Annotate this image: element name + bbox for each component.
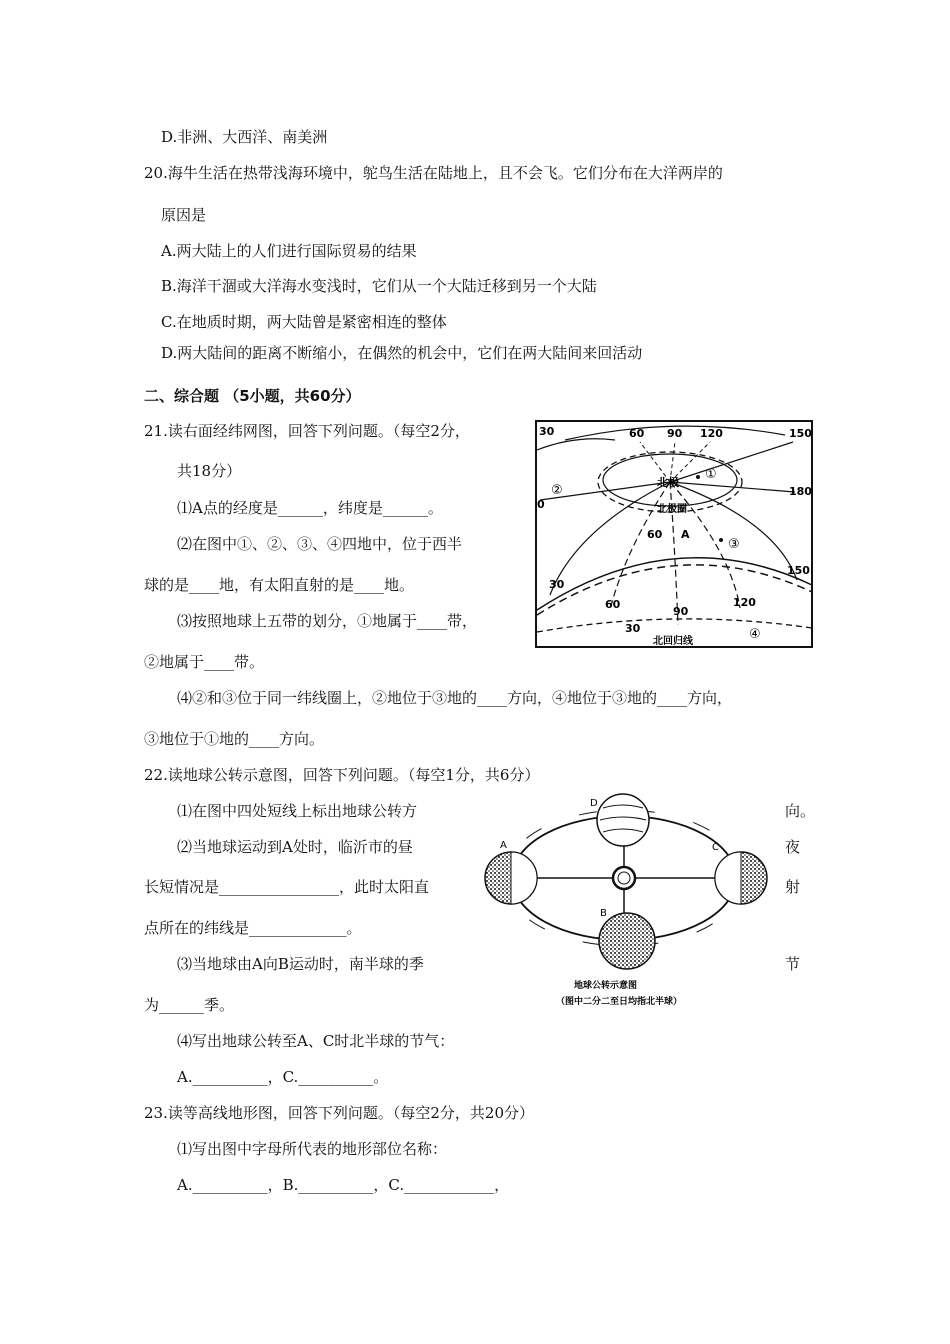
lower-lon-120: 120 — [733, 596, 756, 609]
lat-30-label: 30 — [625, 622, 641, 635]
lon-label-120: 120 — [700, 427, 723, 440]
mark-4: ④ — [749, 627, 761, 642]
q20-stem-line1: 20.海牛生活在热带浅海环境中，鸵鸟生活在陆地上，且不会飞。它们分布在大洋两岸的 — [144, 164, 723, 182]
section-title: 二、综合题 （5小题，共60分） — [144, 387, 361, 405]
earth-d — [597, 794, 649, 846]
q21-part2-line2: 球的是____地，有太阳直射的是____地。 — [144, 576, 415, 594]
q20-stem-line2: 原因是 — [161, 206, 207, 224]
q23-part1: ⑴写出图中字母所代表的地形部位名称： — [177, 1140, 448, 1158]
q22-part2-right: 夜 — [785, 838, 801, 856]
q22-part2-left: ⑵当地球运动到A处时，临沂市的昼 — [177, 838, 413, 856]
mark-1: ① — [705, 467, 717, 482]
q21-stem-line2: 共18分） — [177, 462, 242, 480]
q22-stem: 22.读地球公转示意图，回答下列问题。（每空1分，共6分） — [144, 766, 540, 784]
point-a-label: A — [681, 528, 690, 541]
q20-option-b: B.海洋干涸或大洋海水变浅时，它们从一个大陆迁移到另一个大陆 — [161, 277, 597, 295]
earth-a — [485, 852, 537, 904]
q22-part2b-left: 长短情况是________________，此时太阳直 — [144, 878, 430, 896]
lower-lon-30: 30 — [549, 578, 565, 591]
label-b: B — [600, 908, 607, 919]
q21-stem-line1: 21.读右面经纬网图，回答下列问题。（每空2分， — [144, 422, 470, 440]
revolution-diagram — [478, 788, 778, 1014]
q22-part4: ⑷写出地球公转至A、C时北半球的节气： — [177, 1032, 455, 1050]
q21-part4-line2: ③地位于①地的____方向。 — [144, 730, 325, 748]
lon-label-90: 90 — [667, 427, 683, 440]
q22-part3b: 为______季。 — [144, 996, 235, 1014]
diagram-title: 地球公转示意图 — [574, 981, 638, 991]
q22-part4b: A.__________，C.__________。 — [177, 1068, 389, 1086]
tropic-label: 北回归线 — [653, 636, 693, 647]
diagram-caption: （图中二分二至日均指北半球） — [556, 997, 683, 1007]
lower-lon-150: 150 — [787, 564, 810, 577]
earth-b — [599, 913, 655, 969]
label-a: A — [500, 840, 507, 851]
q20-option-d: D.两大陆间的距离不断缩小，在偶然的机会中，它们在两大陆间来回活动 — [161, 344, 643, 362]
q22-part2b-right: 射 — [785, 878, 801, 896]
q21-part3-line1: ⑶按照地球上五带的划分，①地属于____带， — [177, 612, 478, 630]
q21-part3-line2: ②地属于____带。 — [144, 653, 265, 671]
q22-part3-left: ⑶当地球由A向B运动时，南半球的季 — [177, 955, 424, 973]
graticule-map — [535, 420, 813, 648]
lower-lon-90: 90 — [673, 605, 689, 618]
north-pole-label: 北极 — [657, 476, 679, 489]
q21-part4-line1: ⑷②和③位于同一纬线圈上，②地位于③地的____方向，④地位于③地的____方向， — [177, 689, 733, 707]
lon-label-150: 150 — [789, 427, 812, 440]
lon-label-0: 0 — [537, 498, 545, 511]
lower-lon-60: 60 — [605, 598, 621, 611]
q19-option-d: D.非洲、大西洋、南美洲 — [161, 128, 328, 146]
label-d: D — [590, 798, 598, 809]
lon-label-180: 180 — [789, 485, 812, 498]
q21-part1: ⑴A点的经度是______，纬度是______。 — [177, 499, 443, 517]
earth-c — [715, 852, 767, 904]
mark-3: ③ — [728, 537, 740, 552]
q22-part1-right: 向。 — [785, 802, 816, 820]
q20-option-c: C.在地质时期，两大陆曾是紧密相连的整体 — [161, 313, 447, 331]
q20-option-a: A.两大陆上的人们进行国际贸易的结果 — [161, 242, 417, 260]
q22-part1-left: ⑴在图中四处短线上标出地球公转方 — [177, 802, 418, 820]
inner-lon-60-label: 60 — [647, 528, 663, 541]
lon-label-30: 30 — [539, 425, 555, 438]
label-c: C — [712, 842, 719, 853]
lon-label-60: 60 — [629, 427, 645, 440]
q22-part3-right: 节 — [785, 955, 801, 973]
q22-part2c: 点所在的纬线是_____________。 — [144, 919, 362, 937]
mark-2: ② — [551, 483, 563, 498]
q23-stem: 23.读等高线地形图，回答下列问题。（每空2分，共20分） — [144, 1104, 534, 1122]
q23-part1b: A.__________，B.__________，C.____________， — [177, 1176, 510, 1194]
arctic-circle-label: 北极圈 — [657, 504, 687, 515]
q21-part2-line1: ⑵在图中①、②、③、④四地中，位于西半 — [177, 535, 463, 553]
